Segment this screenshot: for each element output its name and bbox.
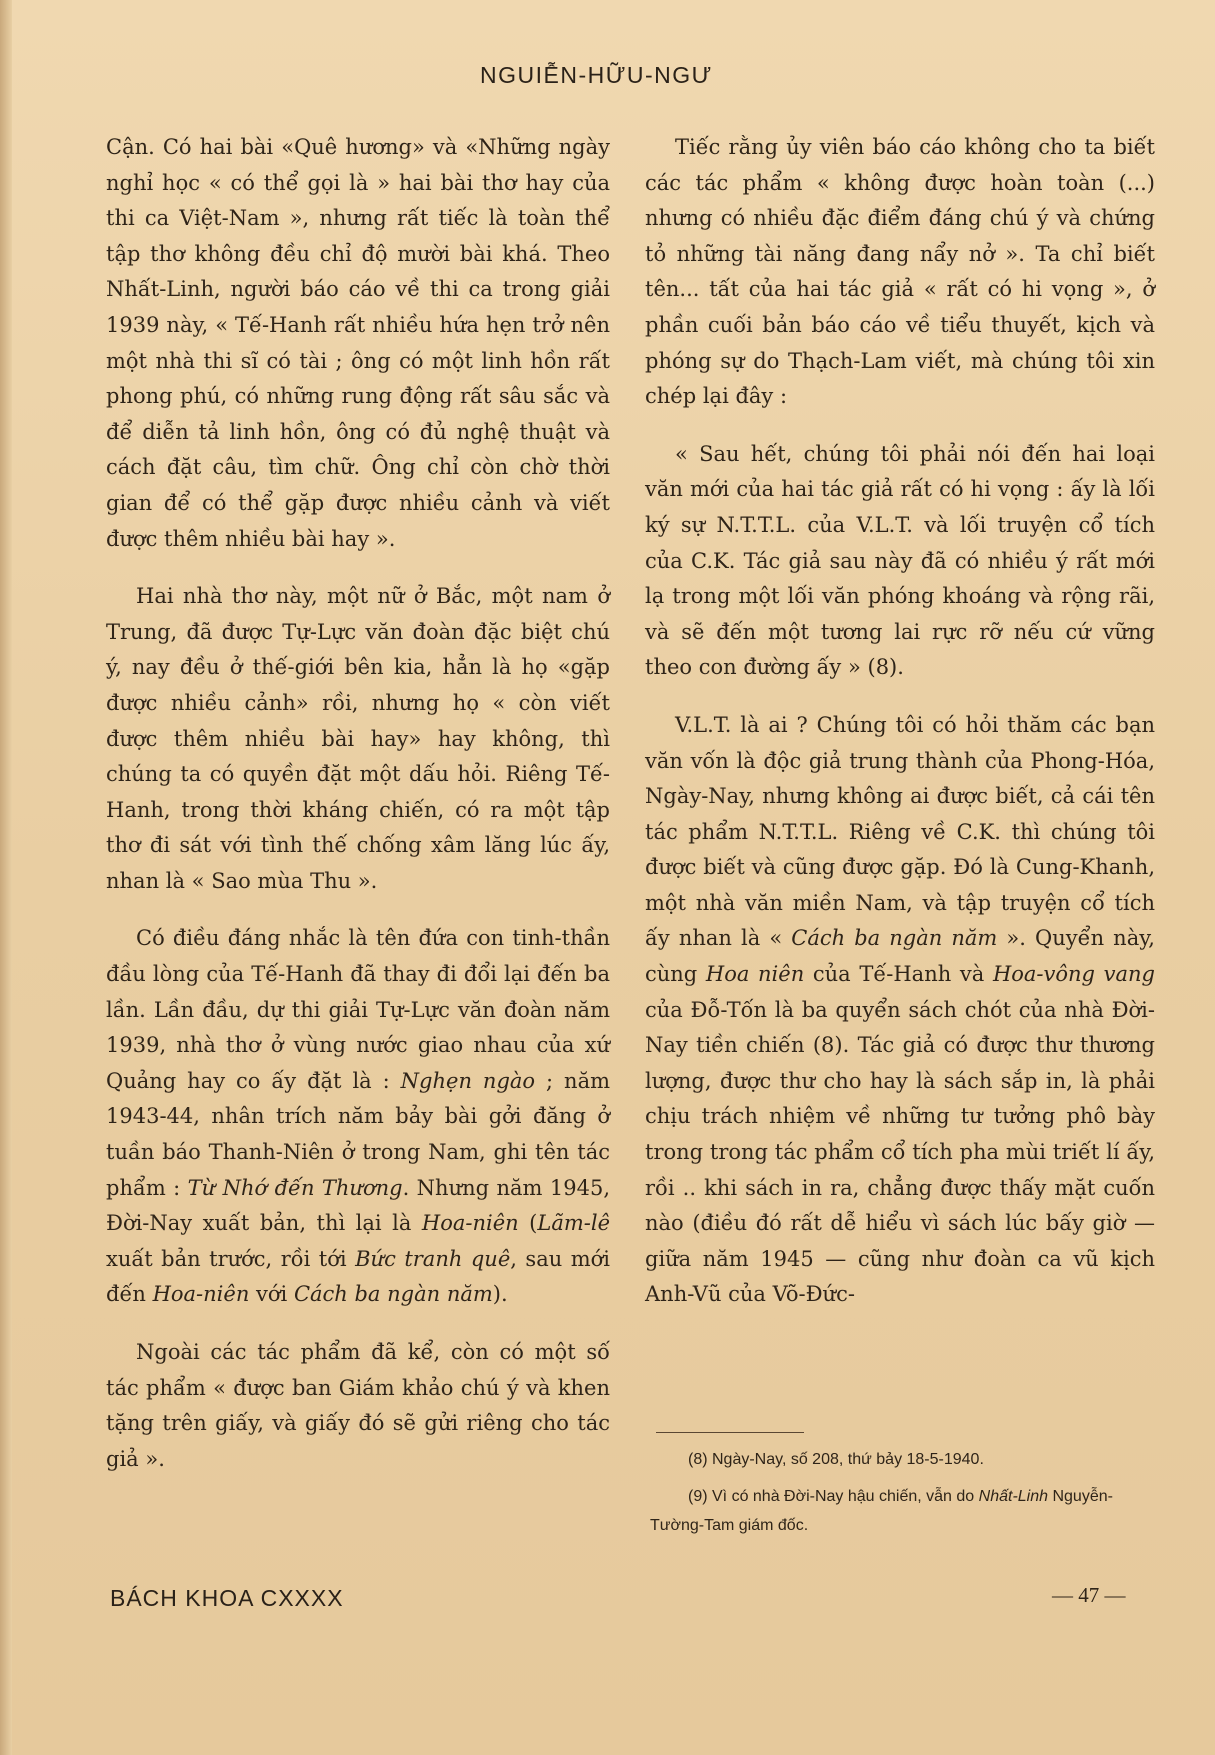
text-run: Ngoài các tác phẩm đã kể, còn có một số tác phẩm « được ban Giám khảo chú ý và khen tặng trên giấy, và giấy đó sẽ gửi riêng cho tác giả ». (106, 1340, 610, 1471)
footnote (650, 1482, 1160, 1540)
page-edge (0, 0, 12, 1755)
paragraph (645, 437, 1155, 686)
italic-title: Hoa-niên (152, 1282, 250, 1307)
italic-title: Hoa-vông vang (992, 962, 1155, 987)
italic-title: Hoa-niên (421, 1211, 519, 1236)
italic-title: Nghẹn ngào (400, 1068, 536, 1093)
italic-title: Nhất-Linh (978, 1488, 1049, 1505)
text-run: (9) Vì có nhà Đời-Nay hậu chiến, vẫn do (688, 1488, 979, 1505)
italic-title: Cách ba ngàn năm (791, 926, 998, 951)
text-run: của Đỗ-Tốn là ba quyển sách chót của nhà Đời-Nay tiền chiến (8). Tác giả có được thư thương lượng, được thư cho hay là sách sắp in, là phải chịu trách nhiệm về những tư tưởng phô bày trong trong tác phẩm cổ tích pha mùi triết lí ấy, rồi .. khi sách in ra, chẳng được thấy mặt cuốn nào (điều đó rất dễ hiểu vì sách lúc bấy giờ — giữa năm 1945 — cũng như đoàn ca vũ kịch Anh-Vũ của Võ-Đức- (645, 997, 1155, 1307)
text-run: ; năm 1943-44, nhân trích năm bảy bài gởi đăng ở tuần báo Thanh-Niên ở trong Nam, ghi tên tác phẩm : (106, 1068, 611, 1200)
paragraph (106, 130, 610, 557)
paragraph (106, 921, 610, 1313)
text-run: ». Quyển này, cùng (645, 926, 1155, 987)
publication-footer: BÁCH KHOA CXXXX (110, 1585, 344, 1611)
paragraph (645, 708, 1155, 1313)
text-run: V.L.T. là ai ? Chúng tôi có hỏi thăm các bạn văn vốn là độc giả trung thành của Phong-Hóa, Ngày-Nay, nhưng không ai được biết, cả cái tên tác phẩm N.T.T.L. Riêng về C.K. thì chúng tôi được biết và cũng được gặp. Đó là Cung-Khanh, một nhà văn miền Nam, và tập truyện cổ tích ấy nhan là « (645, 712, 1155, 951)
text-run: « Sau hết, chúng tôi phải nói đến hai loại văn mới của hai tác giả rất có hi vọng : ấy là lối ký sự N.T.T.L. của V.L.T. và lối truyện cổ tích của C.K. Tác giả sau này đã có nhiều ý rất mới lạ trong một lối văn phóng khoáng và rộng rãi, và sẽ đến một tương lai rực rỡ nếu cứ vững theo con đường ấy » (8). (645, 441, 1155, 680)
text-run: của Tế-Hanh và (804, 962, 993, 987)
paragraph (106, 579, 610, 899)
text-run: ). (492, 1282, 508, 1307)
italic-title: Hoa niên (705, 962, 805, 987)
paragraph (645, 130, 1155, 415)
text-run: , sau mới đến (106, 1246, 610, 1307)
left-column (106, 130, 610, 1499)
footnote (650, 1445, 1160, 1474)
text-run: Hai nhà thơ này, một nữ ở Bắc, một nam ở Trung, đã được Tự-Lực văn đoàn đặc biệt chú ý, nay đều ở thế-giới bên kia, hẳn là họ «gặp được nhiều cảnh» rồi, nhưng họ « còn viết được thêm nhiều bài hay» hay không, thì chúng ta có quyền đặt một dấu hỏi. Riêng Tế-Hanh, trong thời kháng chiến, có ra một tập thơ đi sát với tình thế chống xâm lăng lúc ấy, nhan là « Sao mùa Thu ». (106, 584, 610, 893)
italic-title: Từ Nhớ đến Thương (187, 1175, 403, 1200)
running-head: NGUIỄN-HỮU-NGƯ (480, 62, 713, 88)
footnote-rule (656, 1432, 804, 1433)
text-run: xuất bản trước, rồi tới (106, 1246, 356, 1271)
text-run: Tiếc rằng ủy viên báo cáo không cho ta biết các tác phẩm « không được hoàn toàn (...) nhưng có nhiều đặc điểm đáng chú ý và chứng tỏ những tài năng đang nẩy nở ». Ta chỉ biết tên... tất của hai tác giả « rất có hi vọng », ở phần cuối bản báo cáo về tiểu thuyết, kịch và phóng sự do Thạch-Lam viết, mà chúng tôi xin chép lại đây : (645, 135, 1155, 409)
text-run: . Nhưng năm 1945, Đời-Nay xuất bản, thì lại là (106, 1175, 610, 1236)
text-run: Nguyễn-Tường-Tam giám đốc. (650, 1488, 1113, 1534)
right-column (645, 130, 1155, 1335)
italic-title: Cách ba ngàn năm (293, 1282, 493, 1307)
text-run: ( (518, 1211, 538, 1236)
text-run: (8) Ngày-Nay, số 208, thứ bảy 18-5-1940. (688, 1451, 984, 1468)
footnotes (650, 1445, 1160, 1540)
italic-title: Lãm-lê (537, 1211, 610, 1236)
italic-title: Bức tranh quê (355, 1246, 511, 1271)
text-run: với (249, 1282, 294, 1307)
text-run: Có điều đáng nhắc là tên đứa con tinh-thần đầu lòng của Tế-Hanh đã thay đi đổi lại đến ba lần. Lần đầu, dự thi giải Tự-Lực văn đoàn năm 1939, nhà thơ ở vùng nước giao nhau của xứ Quảng hay co ấy đặt là : (106, 926, 610, 1093)
page-number: — 47 — (1052, 1583, 1126, 1607)
paragraph (106, 1335, 610, 1477)
text-run: Cận. Có hai bài «Quê hương» và «Những ngày nghỉ học « có thể gọi là » hai bài thơ hay của thi ca Việt-Nam », nhưng rất tiếc là toàn thể tập thơ không đều chỉ độ mười bài khá. Theo Nhất-Linh, người báo cáo về thi ca trong giải 1939 này, « Tế-Hanh rất nhiều hứa hẹn trở nên một nhà thi sĩ có tài ; ông có một linh hồn rất phong phú, có những rung động rất sâu sắc và để diễn tả linh hồn, ông có đủ nghệ thuật và cách đặt câu, tìm chữ. Ông chỉ còn chờ thời gian để có thể gặp được nhiều cảnh và viết được thêm nhiều bài hay ». (106, 135, 610, 551)
